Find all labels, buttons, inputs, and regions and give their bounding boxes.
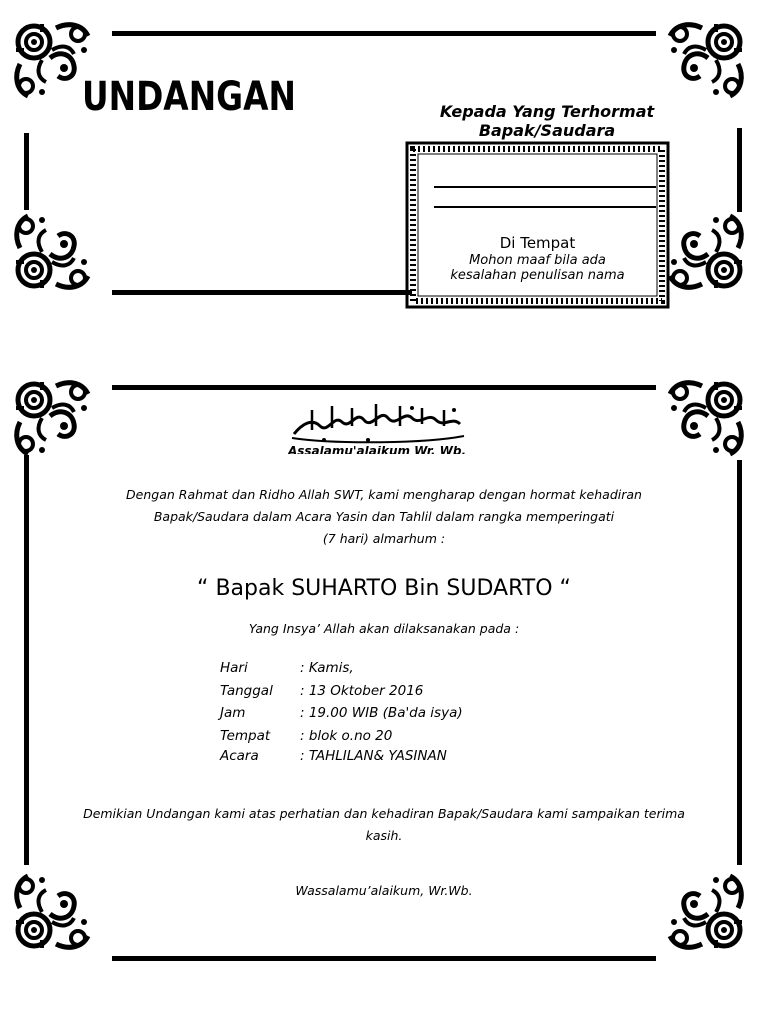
recipient-heading: Kepada Yang Terhormat Bapak/Saudara [439, 102, 655, 140]
detail-label-place: Tempat [220, 728, 271, 744]
detail-label-date: Tanggal [220, 683, 273, 699]
detail-value-date: : 13 Oktober 2016 [300, 683, 424, 699]
invitation-title: UNDANGAN [82, 74, 296, 120]
corner-ornament-icon [664, 210, 746, 292]
basmalah-calligraphy-icon [272, 396, 482, 448]
detail-value-time: : 19.00 WIB (Ba'da isya) [300, 705, 463, 721]
corner-ornament-icon [12, 210, 94, 292]
opening-greeting: Assalamu'alaikum Wr. Wb. [287, 446, 467, 454]
corner-ornament-icon [664, 20, 746, 102]
address-frame [405, 141, 670, 309]
envelope-left-border [24, 133, 29, 210]
detail-label-time: Jam [220, 705, 246, 721]
envelope-top-border [112, 31, 656, 36]
detail-label-day: Hari [220, 660, 248, 676]
detail-label-event: Acara [220, 748, 259, 764]
detail-value-event: : TAHLILAN& YASINAN [300, 748, 447, 764]
closing-paragraph: Demikian Undangan kami atas perhatian dan kehadiran Bapak/Saudara kami sampaikan terima kasih. [83, 806, 685, 843]
recipient-address-line [434, 206, 656, 208]
farewell-greeting: Wassalamu’alaikum, Wr.Wb. [295, 883, 473, 898]
letter-left-border [24, 455, 29, 865]
envelope-right-border [737, 128, 742, 212]
envelope-bottom-border [112, 290, 412, 295]
corner-ornament-icon [12, 378, 94, 460]
intro-paragraph: Dengan Rahmat dan Ridho Allah SWT, kami mengharap dengan hormat kehadiran Bapak/Saudara dalam Acara Yasin dan Tahlil dalam rangka memperingati (7 hari) almarhum : [126, 487, 642, 546]
letter-right-border [737, 460, 742, 865]
place-label: Di Tempat [499, 234, 576, 252]
letter-top-border [112, 385, 656, 390]
corner-ornament-icon [664, 378, 746, 460]
apology-note: Mohon maaf bila ada kesalahan penulisan nama [450, 253, 625, 283]
letter-bottom-border [112, 956, 656, 961]
deceased-name: “ Bapak SUHARTO Bin SUDARTO “ [197, 576, 571, 601]
recipient-name-line [434, 186, 656, 188]
detail-value-place: : blok o.no 20 [300, 728, 393, 744]
detail-value-day: : Kamis, [300, 660, 354, 676]
schedule-intro: Yang Insya’ Allah akan dilaksanakan pada : [248, 621, 520, 636]
